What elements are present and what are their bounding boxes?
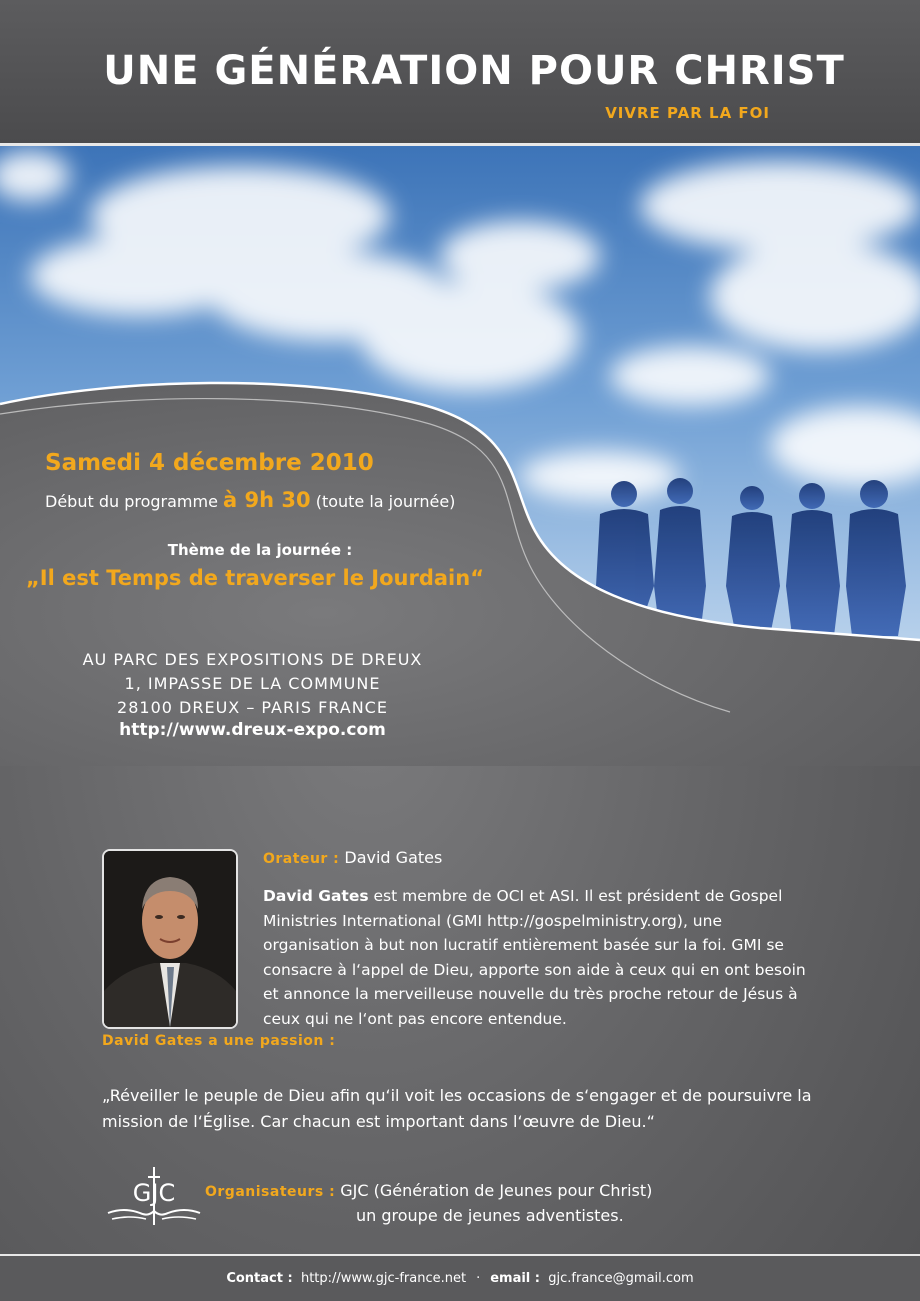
start-time-line xyxy=(45,488,455,512)
venue-url-link[interactable]: http://www.dreux-expo.com xyxy=(119,720,386,740)
theme: „Il est Temps de traverser le Jourdain“ xyxy=(25,566,485,590)
start-suffix: (toute la journée) xyxy=(310,492,456,511)
organisers-label: Organisateurs : xyxy=(205,1184,336,1200)
contact-url-link[interactable]: http://www.gjc-france.net xyxy=(300,1271,467,1286)
speaker-name: David Gates xyxy=(339,848,443,867)
footer-separator: · xyxy=(476,1271,481,1286)
logo-text: GJC xyxy=(132,1179,176,1207)
email-label: email : xyxy=(490,1271,540,1286)
speaker-label: Orateur : xyxy=(263,851,340,867)
footer-contact xyxy=(0,1271,920,1286)
address-line-2: 1, IMPASSE DE LA COMMUNE xyxy=(124,674,381,693)
address-line-1: AU PARC DES EXPOSITIONS DE DREUX xyxy=(82,650,423,669)
start-time: à 9h 30 xyxy=(223,488,311,512)
start-prefix: Début du programme xyxy=(45,492,224,511)
passion-quote: „Réveiller le peuple de Dieu afin qu‘il voit les occasions de s‘engager et de poursuivre la mission de l‘Église. Car chacun est important dans l‘œuvre de Dieu.“ xyxy=(102,1086,812,1131)
speaker-line xyxy=(263,848,442,867)
main-title: UNE GÉNÉRATION POUR CHRIST xyxy=(103,48,845,94)
organisers xyxy=(205,1179,652,1228)
organisers-line-1: GJC (Génération de Jeunes pour Christ) xyxy=(335,1181,653,1200)
event-date: Samedi 4 décembre 2010 xyxy=(45,450,374,476)
bio-text: est membre de OCI et ASI. Il est président de Gospel Ministries International (GMI http://gospelministry.org), une organisation à but non lucratif entièrement basée sur la foi. GMI se consacre à l‘appel de Dieu, apporte son aide à ceux qui en ont besoin et annonce la merveilleuse nouvelle du très proche retour de Jésus à ceux qui ne l‘ont pas encore entendue. xyxy=(263,887,806,1028)
theme-label: Thème de la journée : xyxy=(167,541,353,559)
speaker-bio xyxy=(263,884,823,1031)
email-link[interactable]: gjc.france@gmail.com xyxy=(548,1271,694,1286)
passion-label: David Gates a une passion : xyxy=(102,1033,336,1049)
subtitle: VIVRE PAR LA FOI xyxy=(605,104,770,122)
address-line-3: 28100 DREUX – PARIS FRANCE xyxy=(117,698,388,717)
gjc-logo xyxy=(104,1163,204,1235)
bio-name: David Gates xyxy=(263,887,369,905)
contact-label: Contact : xyxy=(226,1271,293,1286)
speaker-photo xyxy=(102,849,238,1029)
organisers-line-2: un groupe de jeunes adventistes. xyxy=(356,1206,624,1225)
